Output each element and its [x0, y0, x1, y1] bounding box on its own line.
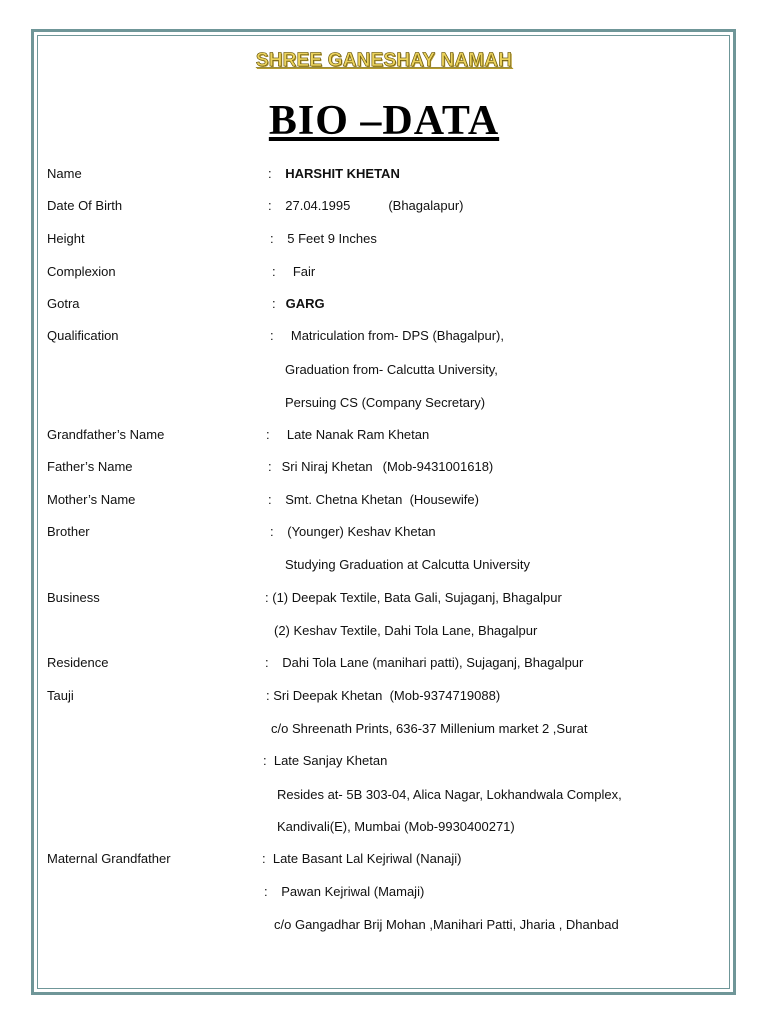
- row-brother: [0, 524, 768, 546]
- row-qualification-3: [0, 395, 768, 417]
- row-height: [0, 231, 768, 253]
- row-brother-2: [0, 557, 768, 579]
- residence-text: Dahi Tola Lane (manihari patti), Sujaganj, Bhagalpur: [282, 655, 584, 670]
- value-grandfather: : Late Nanak Ram Khetan: [266, 427, 430, 442]
- row-business: [0, 590, 768, 612]
- value-father: : Sri Niraj Khetan (Mob-9431001618): [268, 459, 494, 474]
- label-residence: Residence: [47, 655, 109, 670]
- qualification-line: Graduation from- Calcutta University,: [285, 362, 498, 377]
- value-brother-1: : (Younger) Keshav Khetan: [270, 524, 436, 539]
- grandfather-text: Late Nanak Ram Khetan: [286, 427, 430, 442]
- label-business: Business: [47, 590, 100, 605]
- value-maternal-1: : Late Basant Lal Kejriwal (Nanaji): [262, 851, 462, 866]
- maternal-line: c/o Gangadhar Brij Mohan ,Manihari Patti, Jharia , Dhanbad: [274, 917, 619, 932]
- qualification-line: Matriculation from- DPS (Bhagalpur),: [290, 328, 504, 343]
- row-father: [0, 459, 768, 481]
- tauji-line: c/o Shreenath Prints, 636-37 Millenium market 2 ,Surat: [271, 721, 588, 736]
- value-mother: : Smt. Chetna Khetan (Housewife): [268, 492, 479, 507]
- tauji-line-3: : Late Sanjay Khetan: [263, 753, 388, 768]
- row-tauji-5: [0, 819, 768, 841]
- label-father: Father’s Name: [47, 459, 133, 474]
- maternal-line: Late Basant Lal Kejriwal (Nanaji): [272, 851, 462, 866]
- value-residence: : Dahi Tola Lane (manihari patti), Sujaganj, Bhagalpur: [265, 655, 584, 670]
- tauji-line: Resides at- 5B 303-04, Alica Nagar, Lokhandwala Complex,: [277, 787, 622, 802]
- tauji-mobile: (Mob-9374719088): [389, 688, 501, 703]
- row-business-2: [0, 623, 768, 645]
- row-dob: [0, 198, 768, 220]
- brother-line: (Younger) Keshav Khetan: [287, 524, 436, 539]
- page-title: BIO –DATA: [268, 98, 500, 144]
- row-tauji-2: [0, 721, 768, 743]
- business-line: (1) Deepak Textile, Bata Gali, Sujaganj, Bhagalpur: [272, 590, 562, 605]
- header-invocation: SHREE GANESHAY NAMAH: [255, 50, 513, 71]
- height-text: 5 Feet 9 Inches: [287, 231, 377, 246]
- qualification-line: Persuing CS (Company Secretary): [285, 395, 486, 410]
- row-maternal: [0, 851, 768, 873]
- value-tauji-1: : Sri Deepak Khetan (Mob-9374719088): [266, 688, 501, 703]
- row-maternal-3: [0, 917, 768, 939]
- mother-note: (Housewife): [409, 492, 479, 507]
- maternal-line: Pawan Kejriwal (Mamaji): [281, 884, 425, 899]
- label-qualification: Qualification: [47, 328, 119, 343]
- label-tauji: Tauji: [47, 688, 74, 703]
- label-height: Height: [47, 231, 85, 246]
- father-text: Sri Niraj Khetan: [281, 459, 373, 474]
- label-dob: Date Of Birth: [47, 198, 123, 213]
- father-mobile: (Mob-9431001618): [382, 459, 494, 474]
- row-complexion: [0, 264, 768, 286]
- row-qualification-2: [0, 362, 768, 384]
- label-mother: Mother’s Name: [47, 492, 136, 507]
- label-brother: Brother: [47, 524, 90, 539]
- row-tauji: [0, 688, 768, 710]
- value-complexion: : Fair: [272, 264, 316, 279]
- value-qualification-1: : Matriculation from- DPS (Bhagalpur),: [270, 328, 504, 343]
- row-gotra: [0, 296, 768, 318]
- label-gotra: Gotra: [47, 296, 80, 311]
- name-text: HARSHIT KHETAN: [285, 166, 400, 181]
- row-mother: [0, 492, 768, 514]
- gotra-text: GARG: [285, 296, 325, 311]
- tauji-line: Kandivali(E), Mumbai (Mob-9930400271): [277, 819, 515, 834]
- label-name: Name: [47, 166, 82, 181]
- row-tauji-4: [0, 787, 768, 809]
- dob-text: 27.04.1995: [285, 198, 351, 213]
- row-maternal-2: [0, 884, 768, 906]
- value-business-1: : (1) Deepak Textile, Bata Gali, Sujaganj, Bhagalpur: [265, 590, 562, 605]
- complexion-text: Fair: [292, 264, 316, 279]
- value-name: : HARSHIT KHETAN: [268, 166, 400, 181]
- row-grandfather: [0, 427, 768, 449]
- mother-text: Smt. Chetna Khetan: [285, 492, 403, 507]
- value-gotra: : GARG: [272, 296, 325, 311]
- tauji-line: Late Sanjay Khetan: [273, 753, 388, 768]
- value-dob: : 27.04.1995 (Bhagalapur): [268, 198, 464, 213]
- tauji-line: Sri Deepak Khetan: [273, 688, 383, 703]
- brother-line: Studying Graduation at Calcutta University: [285, 557, 530, 572]
- maternal-line-2: : Pawan Kejriwal (Mamaji): [264, 884, 425, 899]
- row-qualification: [0, 328, 768, 350]
- row-name: [0, 166, 768, 188]
- label-grandfather: Grandfather’s Name: [47, 427, 165, 442]
- value-height: : 5 Feet 9 Inches: [270, 231, 377, 246]
- label-complexion: Complexion: [47, 264, 116, 279]
- label-maternal: Maternal Grandfather: [47, 851, 171, 866]
- dob-place: (Bhagalapur): [388, 198, 464, 213]
- business-line: (2) Keshav Textile, Dahi Tola Lane, Bhagalpur: [274, 623, 538, 638]
- row-tauji-3: [0, 753, 768, 775]
- row-residence: [0, 655, 768, 677]
